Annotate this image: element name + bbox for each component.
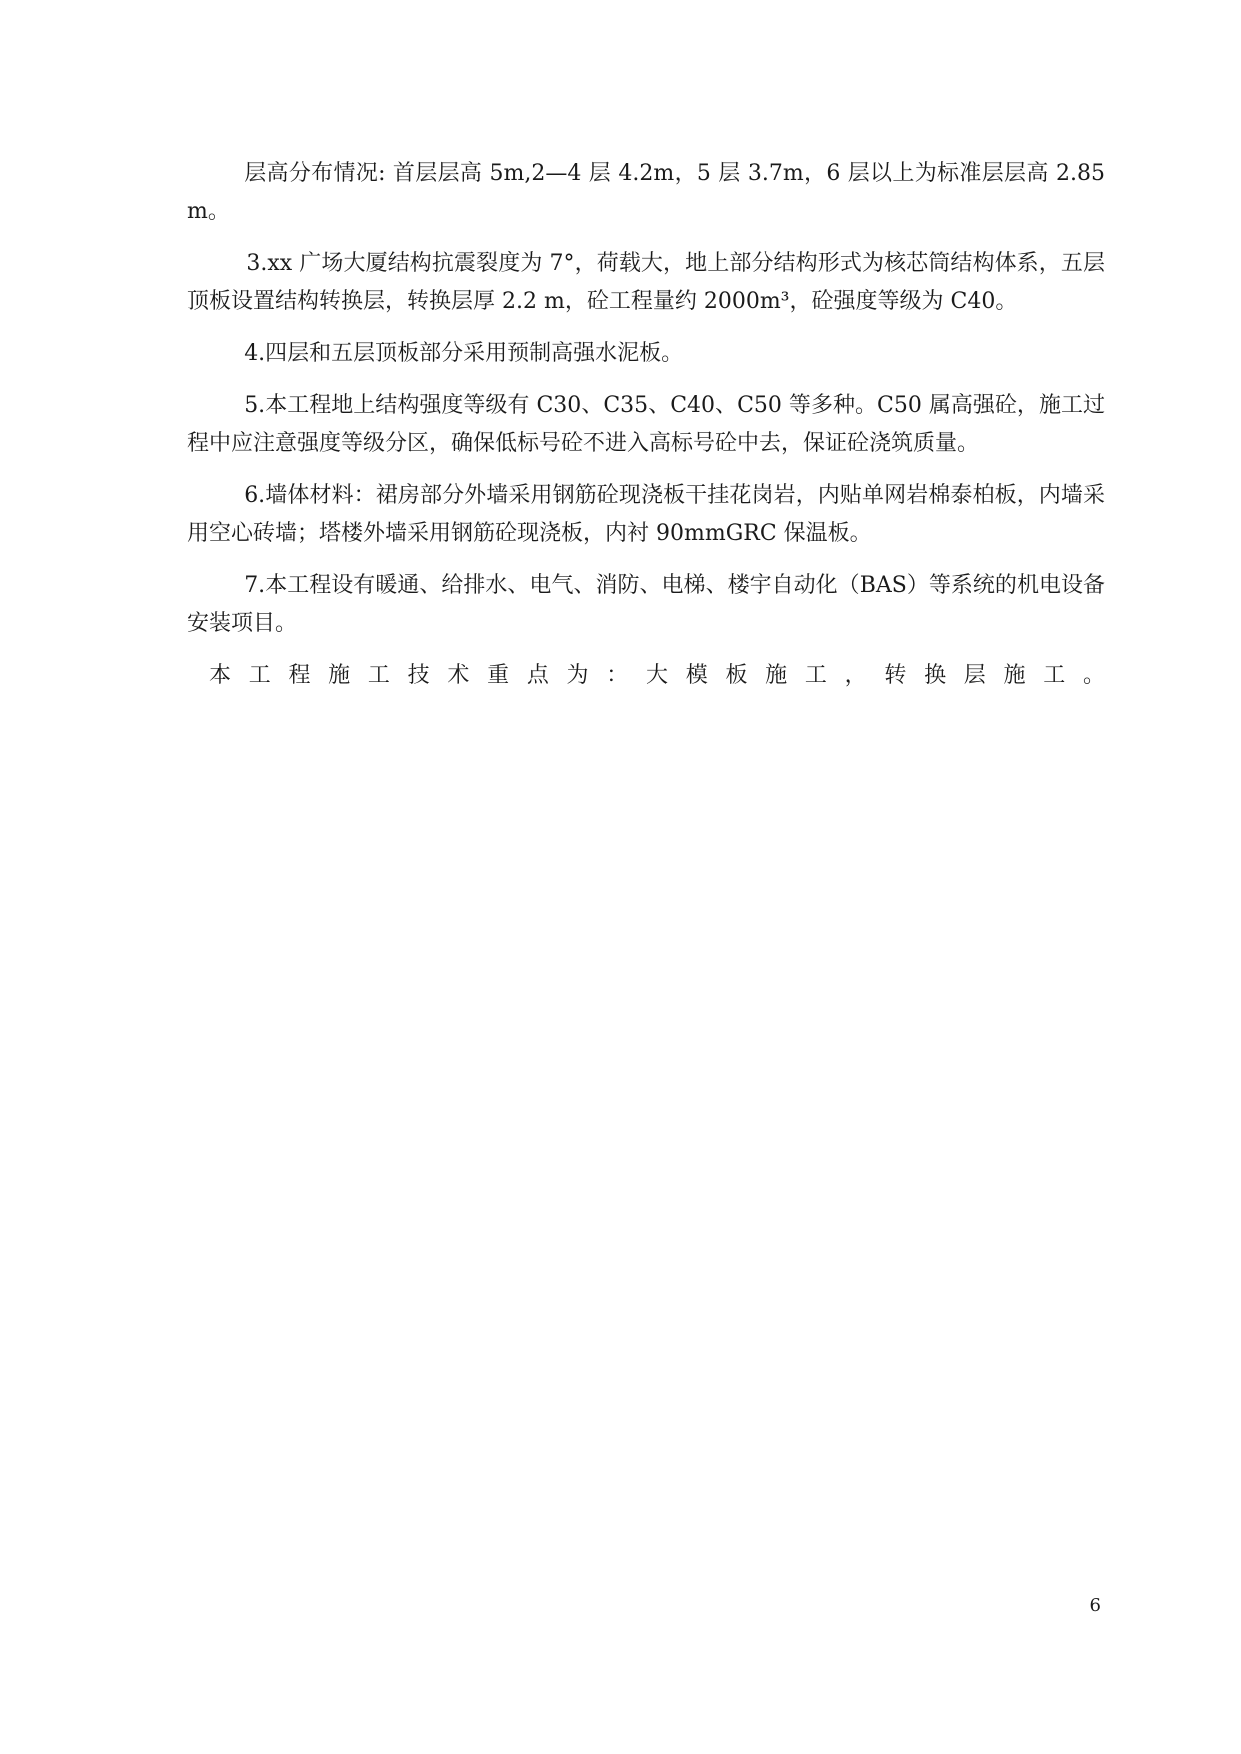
page-number: 6 <box>1089 1595 1101 1616</box>
paragraph-wall-materials: 6.墙体材料：裙房部分外墙采用钢筋砼现浇板干挂花岗岩，内贴单网岩棉泰柏板，内墙采用空心砖墙；塔楼外墙采用钢筋砼现浇板，内衬 90mmGRC 保温板。 <box>187 483 1105 546</box>
document-body <box>187 155 1105 709</box>
paragraph-floor-heights: 层高分布情况: 首层层高 5m,2—4 层 4.2m，5 层 3.7m，6 层以上为标准层层高 2.85m。 <box>187 161 1105 224</box>
paragraph-precast-slabs: 4.四层和五层顶板部分采用预制高强水泥板。 <box>244 341 684 366</box>
paragraph-mep-systems: 7.本工程设有暖通、给排水、电气、消防、电梯、楼宇自动化（BAS）等系统的机电设备安装项目。 <box>187 573 1105 636</box>
paragraph-technical-focus: 本工程施工技术重点为：大模板施工，转换层施工。 <box>209 663 1105 688</box>
paragraph-concrete-grades: 5.本工程地上结构强度等级有 C30、C35、C40、C50 等多种。C50 属高强砼，施工过程中应注意强度等级分区，确保低标号砼不进入高标号砼中去，保证砼浇筑质量。 <box>187 393 1105 456</box>
paragraph-structure-system: 3.xx 广场大厦结构抗震裂度为 7°，荷载大，地上部分结构形式为核芯筒结构体系，五层顶板设置结构转换层，转换层厚 2.2 m，砼工程量约 2000m³，砼强度等级为 C40。 <box>187 251 1105 314</box>
